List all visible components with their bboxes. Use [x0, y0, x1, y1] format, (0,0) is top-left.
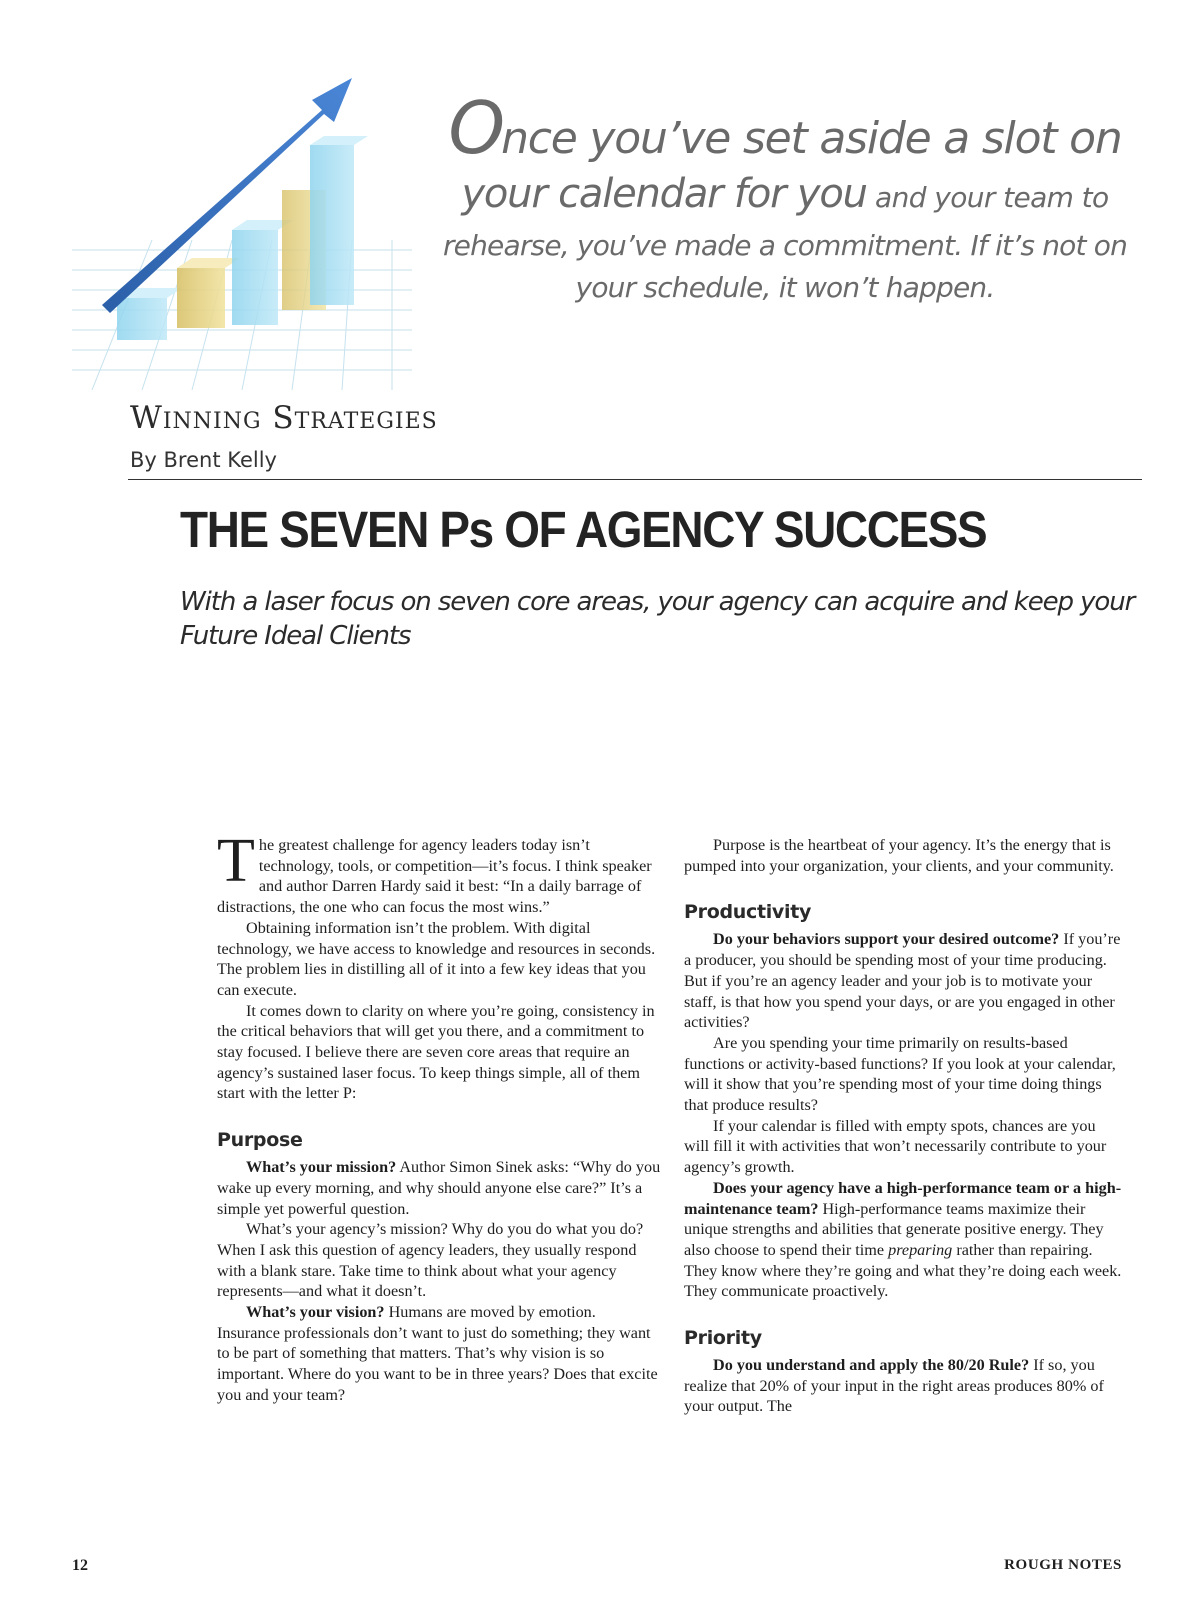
article-dek: With a laser focus on seven core areas, your agency can acquire and keep your Future Ideal Clients: [180, 587, 1135, 651]
hero-illustration: [72, 70, 412, 390]
section-heading-productivity: Productivity: [684, 901, 812, 924]
body-column-left: [217, 827, 662, 1406]
paragraph: Do your behaviors support your desired outcome? If you’re a producer, you should be spending most of your time producing. But if you’re an agency leader and your job is to motivate your staff, is that how you spend your days, or are you engaged in other activities?: [684, 930, 1121, 1032]
pull-quote: [440, 86, 1130, 309]
pull-quote-initial: O: [448, 86, 502, 170]
section-heading-priority: Priority: [684, 1327, 762, 1350]
body-column-right: [684, 835, 1124, 1417]
byline: By Brent Kelly: [130, 448, 277, 472]
publication-name: ROUGH NOTES: [1004, 1557, 1122, 1573]
column-name: Winning Strategies: [130, 400, 438, 436]
pull-quote-line-1: Once you’ve set aside a slot on: [448, 86, 1122, 170]
paragraph: What’s your mission? Author Simon Sinek asks: “Why do you wake up every morning, and why should anyone else care?” It’s a simple yet powerful question.: [217, 1158, 661, 1218]
paragraph: Purpose is the heartbeat of your agency. It’s the energy that is pumped into your organization, your clients, and your community.: [684, 836, 1114, 875]
drop-cap: T: [217, 827, 255, 895]
pull-quote-line-2: your calendar for you and your team to: [461, 171, 1109, 217]
page-number: 12: [72, 1557, 88, 1574]
pull-quote-line-4: your schedule, it won’t happen.: [575, 271, 995, 304]
paragraph: It comes down to clarity on where you’re going, consistency in the critical behaviors that will get you there, and a commitment to stay focused. I believe there are seven core areas that require an agency’s sustained laser focus. To keep things simple, all of them start with the letter P:: [217, 1001, 655, 1103]
article-headline: THE SEVEN Ps OF AGENCY SUCCESS: [180, 501, 987, 558]
paragraph: What’s your agency’s mission? Why do you do what you do? When I ask this question of agency leaders, they usually respond with a blank stare. Take time to think about what your agency represents—and what it doesn’t.: [217, 1220, 644, 1301]
paragraph: Obtaining information isn’t the problem. With digital technology, we have access to knowledge and resources in seconds. The problem lies in distilling all of it into a few key ideas that you can execute.: [217, 918, 656, 999]
pull-quote-line-3: rehearse, you’ve made a commitment. If it’s not on: [442, 229, 1128, 262]
paragraph: The greatest challenge for agency leaders today isn’t technology, tools, or competition—it’s focus. I think speaker and author Darren Hardy said it best: “In a daily barrage of distractions, the one who can focus the most wins.”: [217, 827, 652, 917]
paragraph: Does your agency have a high-performance team or a high-maintenance team? High-performance teams maximize their unique strengths and abilities that generate positive energy. They also choose to spend their time preparing rather than repairing. They know where they’re going and what they’re doing each week. They communicate proactively.: [684, 1178, 1122, 1301]
header-divider: [128, 479, 1142, 480]
paragraph: What’s your vision? Humans are moved by emotion. Insurance professionals don’t want to just do something; they want to be part of something that matters. That’s why vision is so important. Where do you want to be in three years? Does that excite you and your team?: [217, 1303, 658, 1404]
bar-chart-arrow-icon: [72, 70, 412, 390]
paragraph: Are you spending your time primarily on results-based functions or activity-based functions? If you look at your calendar, will it show that you’re spending most of your time doing things that produce results?: [684, 1033, 1116, 1115]
paragraph: If your calendar is filled with empty spots, chances are you will fill it with activities that won’t necessarily contribute to your agency’s growth.: [684, 1116, 1107, 1177]
paragraph: Do you understand and apply the 80/20 Rule? If so, you realize that 20% of your input in the right areas produces 80% of your output. The: [684, 1356, 1104, 1416]
section-heading-purpose: Purpose: [217, 1129, 303, 1152]
